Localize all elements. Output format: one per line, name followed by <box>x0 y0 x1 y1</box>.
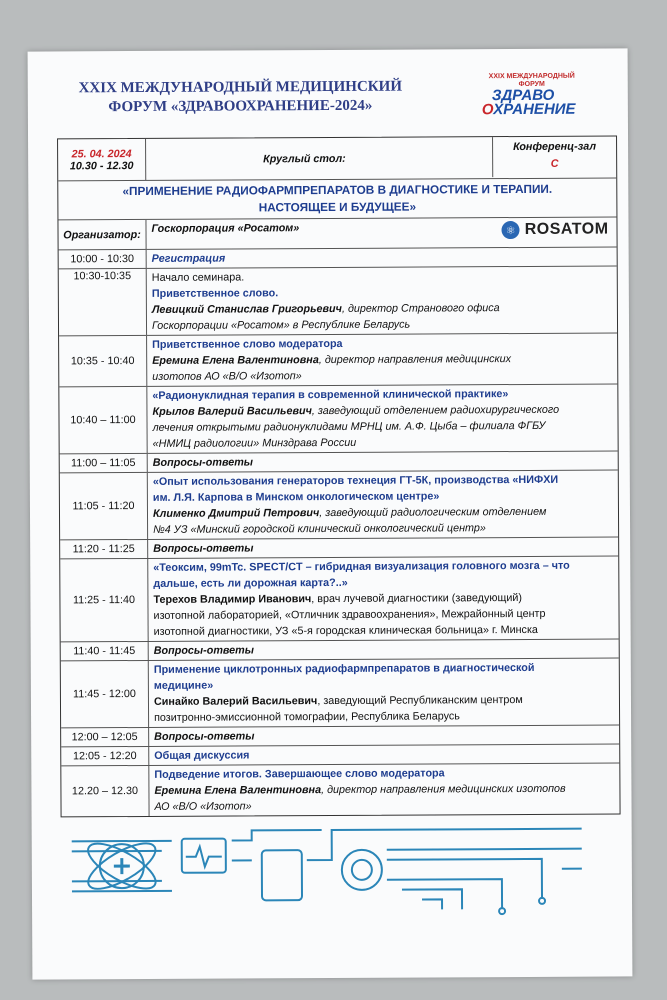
forum-logo: XXIX МЕЖДУНАРОДНЫЙ ФОРУМ ЗДРАВО ОХРАНЕНИЕ <box>481 72 576 119</box>
program-table <box>57 135 621 817</box>
scanner-icon <box>342 850 382 890</box>
table-row: 12:05 - 12:20 Общая дискуссия <box>61 744 619 766</box>
program-sheet <box>28 48 633 979</box>
table-row: 11:40 - 11:45 Вопросы-ответы <box>61 639 619 661</box>
table-row: 10:35 - 10:40 Приветственное слово модератора Еремина Елена Валентиновна, директор направления медицинских изотопов АО «В/О «Изотоп» <box>59 333 617 387</box>
table-row: 11:00 – 11:05 Вопросы-ответы <box>60 451 618 473</box>
table-row: 10:40 – 11:00 «Радионуклидная терапия в современной клинической практике» Крылов Валерий Васильевич, заведующий отделением радиохирургического лечения открытыми радионуклидами МРНЦ им. А.Ф. Цыба – филиала ФГБУ «НМИЦ радиологии» Минздрава России <box>59 384 617 454</box>
table-row: 11:45 - 12:00 Применение циклотронных радиофармпрепаратов в диагностической медицине» Синайко Валерий Васильевич, заведующий Республиканским центром позитронно-эмиссионной томографии, Республика Беларусь <box>61 658 619 728</box>
table-row: 10:00 - 10:30 Регистрация <box>59 247 617 269</box>
forum-title: XXIX МЕЖДУНАРОДНЫЙ МЕДИЦИНСКИЙ ФОРУМ «ЗДРАВООХРАНЕНИЕ-2024» <box>78 78 403 116</box>
organizer-row: Организатор: Госкорпорация «Росатом» ⚛ ROSATOM <box>58 217 616 250</box>
rosatom-icon: ⚛ <box>502 221 520 239</box>
table-row: 11:25 - 11:40 «Теоксим, 99mTc. SPECT/CT – гибридная визуализация головного мозга – что дальше, есть ли дорожная карта?..» Терехов Владимир Иванович, врач лучевой диагностики (заведующий) изотопной лабораторией, «Отличник здравоохранения», Межрайонный центр изотопной диагностики, УЗ «5-я городская клиническая больница» г. Минска <box>60 556 618 642</box>
medical-circuit-illustration <box>62 809 603 922</box>
header-row: 25. 04. 2024 10.30 - 12.30 Круглый стол: Конференц-зал С <box>58 136 616 181</box>
table-row: 11:05 - 11:20 «Опыт использования генераторов технеция ГТ-5К, производства «НИФХИ им. Л.Я. Карпова в Минском онкологическом центре» Клименко Дмитрий Петрович, заведующий радиологическим отделением №4 УЗ «Минский городской клинический онкологический центр» <box>60 470 618 540</box>
session-title: «ПРИМЕНЕНИЕ РАДИОФАРМПРЕПАРАТОВ В ДИАГНОСТИКЕ И ТЕРАПИИ. НАСТОЯЩЕЕ И БУДУЩЕЕ» <box>58 178 616 220</box>
rosatom-logo: ⚛ ROSATOM <box>502 221 609 240</box>
table-row: 12.20 – 12.30 Подведение итогов. Завершающее слово модератора Еремина Елена Валентиновна, директор направления медицинских изотопов АО «В/О «Изотоп» <box>61 763 619 816</box>
table-row: 12:00 – 12:05 Вопросы-ответы <box>61 725 619 747</box>
hall: Конференц-зал С <box>492 136 616 177</box>
table-row: 10:30-10:35 Начало семинара. Приветственное слово. Левицкий Станислав Григорьевич, директор Странового офиса Госкорпорации «Росатом» в Республике Беларусь <box>59 266 617 336</box>
session-type: Круглый стол: <box>263 152 346 165</box>
table-row: 11:20 - 11:25 Вопросы-ответы <box>60 537 618 559</box>
